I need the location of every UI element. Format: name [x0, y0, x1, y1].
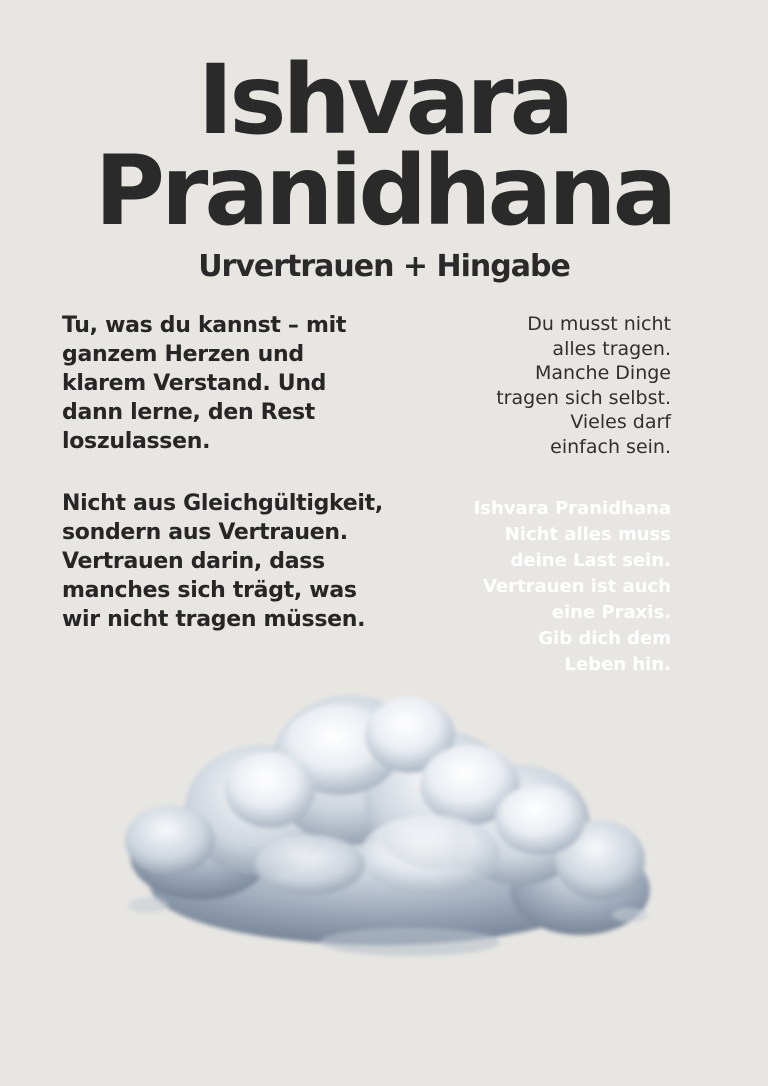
paragraph-2-line: manches sich trägt, was — [62, 578, 357, 603]
paragraph-1-line: loszulassen. — [62, 429, 211, 454]
quote-white-line: Leben hin. — [564, 654, 671, 675]
quote-white-line: Gib dich dem — [538, 628, 671, 649]
quote-white — [411, 496, 671, 678]
quote-dark-line: tragen sich selbst. — [496, 386, 671, 409]
paragraph-2-line: sondern aus Vertrauen. — [62, 520, 348, 545]
quote-dark-line: Manche Dinge — [535, 362, 671, 384]
subtitle: Urvertrauen + Hingabe — [198, 249, 570, 284]
quote-dark-line: alles tragen. — [552, 337, 671, 360]
quote-dark — [411, 312, 671, 459]
paragraph-1-line: Tu, was du kannst – mit — [62, 313, 347, 338]
cloud-image — [110, 680, 658, 980]
paragraph-2-line: wir nicht tragen müssen. — [62, 607, 366, 632]
quote-white-line: Nicht alles muss — [504, 524, 671, 545]
paragraph-1-line: klarem Verstand. Und — [62, 371, 327, 396]
paragraph-1-line: ganzem Herzen und — [62, 342, 304, 367]
title-line-2: Pranidhana — [94, 135, 674, 247]
title-line-1: Ishvara — [197, 44, 571, 156]
quote-white-line: eine Praxis. — [551, 602, 671, 623]
cloud-illustration — [110, 680, 658, 980]
paragraph-1-line: dann lerne, den Rest — [62, 400, 315, 425]
paragraph-2-line: Nicht aus Gleichgültigkeit, — [62, 491, 383, 516]
paragraph-2 — [62, 489, 452, 634]
paragraph-1 — [62, 311, 452, 456]
quote-white-line: deine Last sein. — [510, 550, 671, 571]
quote-dark-line: einfach sein. — [550, 435, 671, 458]
quote-dark-line: Du musst nicht — [527, 313, 671, 335]
quote-white-line: Vertrauen ist auch — [483, 576, 671, 597]
quote-dark-line: Vieles darf — [570, 411, 671, 433]
paragraph-2-line: Vertrauen darin, dass — [62, 549, 325, 574]
quote-white-line: Ishvara Pranidhana — [473, 498, 671, 519]
